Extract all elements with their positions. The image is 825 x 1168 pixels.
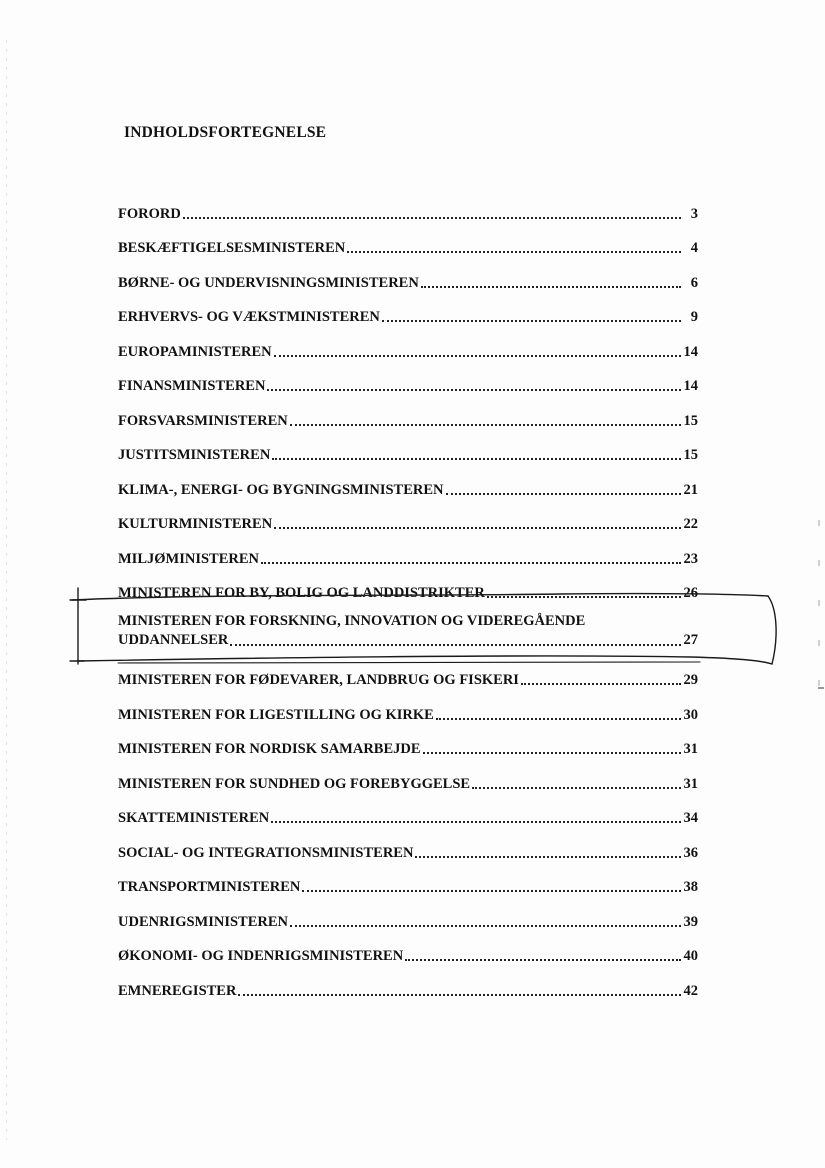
toc-entry-by-bolig <box>118 568 698 603</box>
toc-entry-miljoe <box>118 533 698 568</box>
toc-entry-label-line2: UDDANNELSER <box>118 632 229 648</box>
toc-entry-label: JUSTITSMINISTEREN <box>118 447 271 463</box>
scan-edge-left <box>6 40 7 1140</box>
toc-entry-label: ERHVERVS- OG VÆKSTMINISTEREN <box>118 309 380 325</box>
toc-entry-label: MINISTEREN FOR FØDEVARER, LANDBRUG OG FISKERI <box>118 672 519 688</box>
dot-leader <box>272 458 680 460</box>
toc-entry-line2 <box>118 631 698 650</box>
toc-entry-label: SKATTEMINISTEREN <box>118 810 270 826</box>
toc-entry-page: 34 <box>683 810 698 826</box>
toc-entry-page: 39 <box>683 913 698 930</box>
dot-leader <box>521 683 681 685</box>
toc-entry-page: 40 <box>683 948 698 964</box>
dot-leader <box>267 389 680 391</box>
toc-entry-foedevarer <box>118 660 698 689</box>
toc-entry-forord <box>118 188 698 223</box>
toc-entry-page: 38 <box>683 879 698 895</box>
dot-leader <box>487 596 681 598</box>
toc-entry-skatte <box>118 793 698 828</box>
toc-entry-justits <box>118 430 698 465</box>
toc-entry-label: ØKONOMI- OG INDENRIGSMINISTEREN <box>118 948 404 964</box>
toc-entry-page: 15 <box>683 447 698 463</box>
toc-entry-label: KULTURMINISTEREN <box>118 516 273 532</box>
dot-leader <box>347 251 681 253</box>
toc-entry-label: SOCIAL- OG INTEGRATIONSMINISTEREN <box>118 844 414 861</box>
toc-entry-emneregister <box>118 965 698 1000</box>
dot-leader <box>436 718 681 720</box>
toc-entry-europa <box>118 326 698 361</box>
dot-leader <box>261 562 681 564</box>
toc-entry-ligestilling <box>118 689 698 724</box>
toc-entry-page: 21 <box>683 481 698 498</box>
toc-entry-page: 29 <box>683 672 698 688</box>
toc-entry-page: 31 <box>683 741 698 757</box>
toc-entry-page: 9 <box>690 309 698 325</box>
toc-entry-page: 27 <box>683 632 698 648</box>
toc-entry-label: MINISTEREN FOR SUNDHED OG FOREBYGGELSE <box>118 775 471 792</box>
dot-leader <box>405 959 680 961</box>
dot-leader <box>423 752 681 754</box>
toc-entry-page: 30 <box>683 706 698 723</box>
toc-entry-page: 26 <box>683 585 698 601</box>
toc-entry-page: 3 <box>690 205 698 222</box>
toc-entry-klima-energi <box>118 464 698 499</box>
toc-entry-udenrigs <box>118 896 698 931</box>
toc-entry-page: 22 <box>683 516 698 532</box>
toc-entry-page: 31 <box>683 775 698 792</box>
toc-entry-label: UDENRIGSMINISTEREN <box>118 913 289 930</box>
toc-entry-label: MINISTEREN FOR LIGESTILLING OG KIRKE <box>118 706 434 723</box>
toc-entry-label: MILJØMINISTEREN <box>118 550 259 567</box>
toc-entry-page: 42 <box>683 982 698 999</box>
dot-leader <box>382 320 681 322</box>
dot-leader <box>274 527 680 529</box>
toc-entry-label: MINISTEREN FOR NORDISK SAMARBEJDE <box>118 741 421 757</box>
toc-entry-erhvervs-vaekst <box>118 292 698 327</box>
dot-leader <box>238 994 680 996</box>
toc-entry-page: 36 <box>683 844 698 861</box>
table-of-contents <box>118 188 698 1000</box>
toc-entry-label: EMNEREGISTER <box>118 982 237 999</box>
page-title: INDHOLDSFORTEGNELSE <box>124 124 327 141</box>
toc-entry-label: FINANSMINISTEREN <box>118 378 266 394</box>
dot-leader <box>183 217 681 219</box>
toc-entry-page: 14 <box>683 378 698 394</box>
dot-leader <box>274 355 681 357</box>
toc-entry-page: 6 <box>690 274 698 291</box>
dot-leader <box>302 890 680 892</box>
toc-entry-social-integration <box>118 827 698 862</box>
dot-leader <box>230 644 680 646</box>
toc-entry-label: BESKÆFTIGELSESMINISTEREN <box>118 240 346 256</box>
toc-entry-label-line1: MINISTEREN FOR FORSKNING, INNOVATION OG VIDEREGÅENDE <box>118 613 586 629</box>
dot-leader <box>446 493 681 495</box>
dot-leader <box>290 424 681 426</box>
toc-entry-finans <box>118 361 698 396</box>
toc-entry-page: 23 <box>683 550 698 567</box>
dot-leader <box>421 286 681 288</box>
toc-entry-transport <box>118 862 698 897</box>
toc-entry-label: TRANSPORTMINISTEREN <box>118 879 301 895</box>
toc-entry-label: KLIMA-, ENERGI- OG BYGNINGSMINISTEREN <box>118 481 444 498</box>
dot-leader <box>415 856 680 858</box>
toc-entry-sundhed <box>118 758 698 793</box>
toc-entry-label: EUROPAMINISTEREN <box>118 343 272 360</box>
toc-entry-boerne-undervisning <box>118 257 698 292</box>
toc-entry-label: MINISTEREN FOR BY, BOLIG OG LANDDISTRIKTER <box>118 585 485 601</box>
dot-leader <box>472 787 680 789</box>
toc-entry-label: FORORD <box>118 205 181 222</box>
toc-entry-label: BØRNE- OG UNDERVISNINGSMINISTEREN <box>118 274 419 291</box>
toc-entry-oekonomi-indenrigs <box>118 931 698 966</box>
toc-entry-page: 4 <box>690 240 698 256</box>
toc-entry-nordisk <box>118 724 698 759</box>
dot-leader <box>271 821 680 823</box>
toc-entry-kultur <box>118 499 698 534</box>
toc-entry-forskning-innovation <box>118 602 698 660</box>
toc-entry-label: FORSVARSMINISTEREN <box>118 412 288 429</box>
dot-leader <box>290 925 680 927</box>
toc-entry-forsvar <box>118 395 698 430</box>
toc-entry-beskaeftigelse <box>118 223 698 258</box>
toc-entry-page: 15 <box>683 412 698 429</box>
toc-entry-page: 14 <box>683 343 698 360</box>
scan-edge-right <box>818 520 820 700</box>
